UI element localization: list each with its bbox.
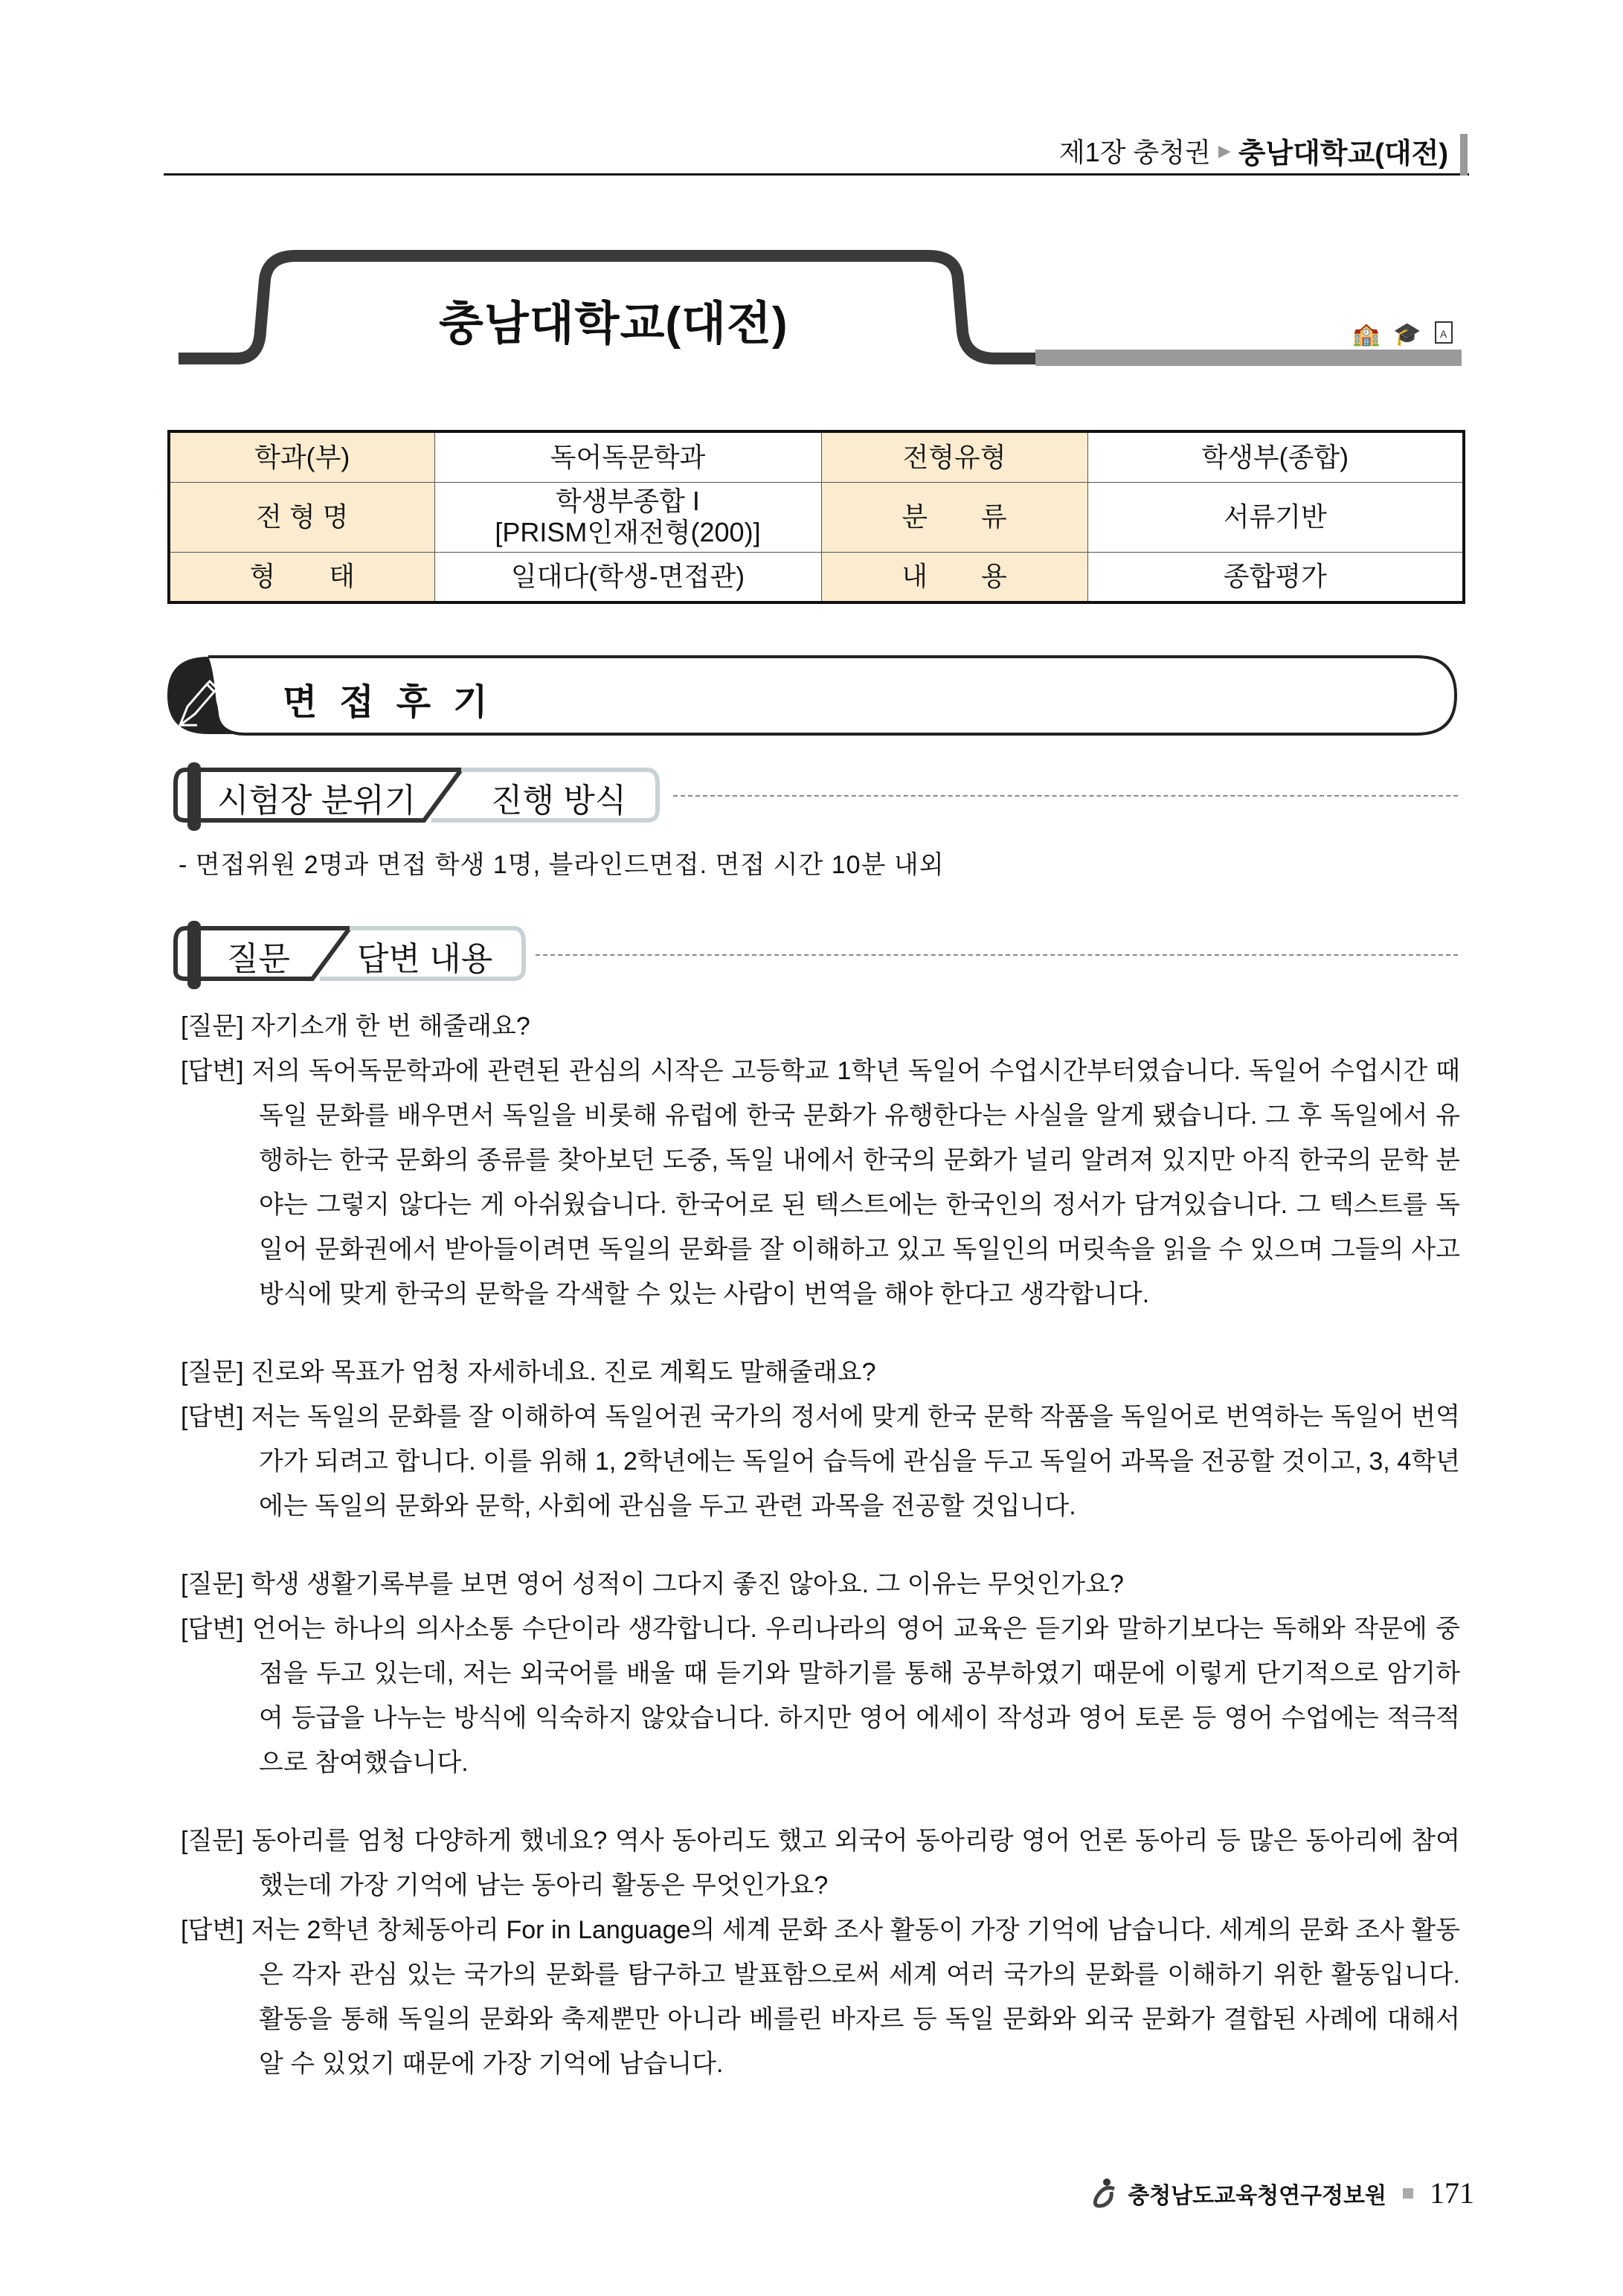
publisher-logo-icon xyxy=(1089,2177,1122,2210)
info-table xyxy=(167,430,1465,604)
question-label: [질문] xyxy=(181,1827,244,1855)
answer-label: [답변] xyxy=(181,1916,244,1944)
title-icons xyxy=(1352,321,1453,347)
table-row xyxy=(169,552,1464,602)
answer-text: 언어는 하나의 의사소통 수단이라 생각합니다. 우리나라의 영어 교육은 듣기와 말하기보다는 독해와 작문에 중점을 두고 있는데, 저는 외국어를 배울 때 듣기와 말하기를 통해 공부하였기 때문에 이렇게 단기적으로 암기하여 등급을 나누는 방식에 익숙하지 않았습니다. 하지만 영어 에세이 작성과 영어 토론 등 영어 수업에는 적극적으로 참여했습니다. xyxy=(251,1615,1460,1777)
review-heading: 면접후기 xyxy=(283,683,510,722)
question xyxy=(181,1004,1460,1049)
value-line: 학생부종합 I xyxy=(556,486,700,516)
answer-tab-label: 답변 내용 xyxy=(357,941,493,977)
qa-block xyxy=(181,1562,1460,1785)
value-line: [PRISM인재전형(200)] xyxy=(495,517,761,547)
answer-text: 저의 독어독문학과에 관련된 관심의 시작은 고등학교 1학년 독일어 수업시간부터였습니다. 독일어 수업시간 때 독일 문화를 배우면서 독일을 비롯해 유럽에 한국 문화가 유행한다는 사실을 알게 됐습니다. 그 후 독일에서 유행하는 한국 문화의 종류를 찾아보던 도중, 독일 내에서 한국의 문화가 널리 알려져 있지만 아직 한국의 문학 분야는 그렇지 않다는 게 아쉬웠습니다. 한국어로 된 텍스트에는 한국인의 정서가 담겨있습니다. 그 텍스트를 독일어 문화권에서 받아들이려면 독일의 문화를 잘 이해하고 있고 독일인의 머릿속을 읽을 수 있으며 그들의 사고방식에 맞게 한국의 문학을 각색할 수 있는 사람이 번역을 해야 한다고 생각합니다. xyxy=(251,1057,1460,1308)
header-accent-bar xyxy=(1460,134,1468,176)
answer-text: 저는 2학년 창체동아리 For in Language의 세계 문화 조사 활동이 가장 기억에 남습니다. 세계의 문화 조사 활동은 각자 관심 있는 국가의 문화를 탐구하고 발표함으로써 세계 여러 국가의 문화를 이해하기 위한 활동입니다. 활동을 통해 독일의 문화와 축제뿐만 아니라 베를린 바자르 등 독일 문화와 외국 문화가 결합된 사례에 대해서 알 수 있었기 때문에 가장 기억에 남습니다. xyxy=(251,1916,1460,2078)
qa-block xyxy=(181,1004,1460,1316)
label-cell: 분 류 xyxy=(821,482,1087,552)
page-title: 충남대학교(대전) xyxy=(439,298,788,350)
chapter-label: 제1장 충청권 xyxy=(1058,137,1211,167)
qa-block xyxy=(181,1819,1460,2086)
value-cell: 종합평가 xyxy=(1087,552,1464,602)
publisher-name: 충청남도교육청연구정보원 xyxy=(1128,2183,1386,2208)
answer xyxy=(181,1395,1460,1528)
page-number: 171 xyxy=(1430,2176,1474,2210)
label-cell: 전형유형 xyxy=(821,431,1087,482)
graduation-cap-icon: 🎓 xyxy=(1393,322,1421,347)
question-tab-label: 질문 xyxy=(227,941,291,977)
question xyxy=(181,1350,1460,1395)
value-cell: 일대다(학생-면접관) xyxy=(434,552,821,602)
question-text: 자기소개 한 번 해줄래요? xyxy=(251,1012,530,1041)
page-footer xyxy=(1089,2176,1474,2210)
procedure-tab-label: 진행 방식 xyxy=(491,782,627,819)
dashed-divider xyxy=(673,795,1458,797)
label-cell: 내 용 xyxy=(821,552,1087,602)
label-cell: 형 태 xyxy=(169,552,434,602)
answer-label: [답변] xyxy=(181,1615,244,1643)
publisher-logo xyxy=(1089,2177,1386,2210)
atmosphere-tab-label: 시험장 분위기 xyxy=(217,782,417,819)
running-head xyxy=(1059,130,1448,171)
question-label: [질문] xyxy=(181,1012,244,1041)
value-cell: 학생부(종합) xyxy=(1087,431,1464,482)
question xyxy=(181,1819,1460,1908)
question-text: 학생 생활기록부를 보면 영어 성적이 그다지 좋진 않아요. 그 이유는 무엇인가요? xyxy=(251,1570,1124,1598)
table-row xyxy=(169,431,1464,482)
answer xyxy=(181,1607,1460,1785)
separator-square xyxy=(1403,2188,1413,2199)
answer-text: 저는 독일의 문화를 잘 이해하여 독일어권 국가의 정서에 맞게 한국 문학 작품을 독일어로 번역하는 독일어 번역가가 되려고 합니다. 이를 위해 1, 2학년에는 독일어 습득에 관심을 두고 독일어 과목을 전공할 것이고, 3, 4학년에는 독일의 문화와 문학, 사회에 관심을 두고 관련 과목을 전공할 것입니다. xyxy=(251,1403,1460,1520)
header-rule xyxy=(164,173,1469,176)
university-label: 충남대학교(대전) xyxy=(1238,138,1448,170)
question-label: [질문] xyxy=(181,1358,244,1386)
table-row xyxy=(169,482,1464,552)
answer-label: [답변] xyxy=(181,1057,244,1085)
question-label: [질문] xyxy=(181,1570,244,1598)
qa-block xyxy=(181,1350,1460,1528)
question-text: 진로와 목표가 엄청 자세하네요. 진로 계획도 말해줄래요? xyxy=(251,1358,876,1386)
value-cell xyxy=(434,482,821,552)
dashed-divider xyxy=(536,954,1458,956)
school-icon: 🏫 xyxy=(1352,322,1381,347)
triangle-right-icon: ▶ xyxy=(1218,141,1231,160)
book-icon: A xyxy=(1435,321,1453,344)
answer xyxy=(181,1908,1460,2086)
answer-label: [답변] xyxy=(181,1403,244,1431)
question-text: 동아리를 엄청 다양하게 했네요? 역사 동아리도 했고 외국어 동아리랑 영어 언론 동아리 등 많은 동아리에 참여했는데 가장 기억에 남는 동아리 활동은 무엇인가요? xyxy=(251,1827,1460,1900)
value-cell: 서류기반 xyxy=(1087,482,1464,552)
title-gray-bar xyxy=(1035,350,1462,366)
question xyxy=(181,1562,1460,1607)
value-cell: 독어독문학과 xyxy=(434,431,821,482)
label-cell: 학과(부) xyxy=(169,431,434,482)
atmosphere-text: - 면접위원 2명과 면접 학생 1명, 블라인드면접. 면접 시간 10분 내외 xyxy=(179,851,945,879)
label-cell: 전 형 명 xyxy=(169,482,434,552)
answer xyxy=(181,1049,1460,1316)
